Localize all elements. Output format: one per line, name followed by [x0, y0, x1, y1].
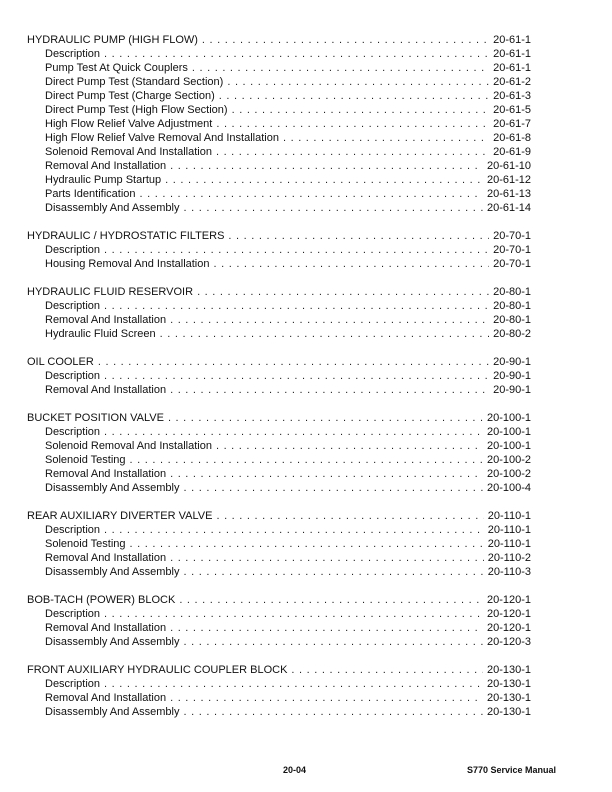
toc-entry-label: Direct Pump Test (Standard Section): [45, 76, 224, 88]
dot-leader: [219, 89, 489, 103]
toc-entry-page: 20-61-1: [493, 62, 531, 74]
dot-leader: [283, 131, 489, 145]
toc-entry-page: 20-61-8: [493, 132, 531, 144]
toc-section-heading[interactable]: [27, 509, 531, 523]
toc-subentry[interactable]: [27, 243, 531, 257]
toc-section-heading[interactable]: [27, 355, 531, 369]
toc-entry-label: Disassembly And Assembly: [45, 636, 180, 648]
toc-entry-label: Description: [45, 678, 101, 690]
toc-subentry[interactable]: [27, 565, 531, 579]
toc-entry-label: Solenoid Removal And Installation: [45, 440, 212, 452]
toc-entry-label: HYDRAULIC FLUID RESERVOIR: [27, 286, 194, 298]
toc-entry-label: Removal And Installation: [45, 314, 167, 326]
toc-entry-label: Removal And Installation: [45, 160, 167, 172]
toc-entry-page: 20-61-1: [493, 48, 531, 60]
toc-entry-page: 20-110-1: [487, 538, 531, 550]
toc-entry-label: Description: [45, 300, 101, 312]
toc-entry-label: OIL COOLER: [27, 356, 94, 368]
dot-leader: [192, 61, 489, 75]
toc-subentry[interactable]: [27, 159, 531, 173]
dot-leader: [170, 383, 489, 397]
table-of-contents: [27, 33, 531, 733]
toc-section-heading[interactable]: [27, 33, 531, 47]
dot-leader: [104, 47, 489, 61]
toc-entry-page: 20-120-1: [486, 594, 531, 606]
toc-subentry[interactable]: [27, 551, 531, 565]
dot-leader: [216, 439, 483, 453]
toc-entry-label: Description: [45, 48, 101, 60]
toc-entry-page: 20-120-3: [486, 636, 531, 648]
dot-leader: [140, 187, 483, 201]
toc-section: [27, 593, 531, 649]
toc-entry-page: 20-61-7: [493, 118, 531, 130]
toc-entry-page: 20-100-1: [486, 426, 531, 438]
toc-subentry[interactable]: [27, 131, 531, 145]
toc-entry-label: Removal And Installation: [45, 692, 167, 704]
toc-subentry[interactable]: [27, 145, 531, 159]
toc-entry-page: 20-130-1: [486, 678, 531, 690]
toc-subentry[interactable]: [27, 481, 531, 495]
toc-subentry[interactable]: [27, 425, 531, 439]
toc-subentry[interactable]: [27, 61, 531, 75]
dot-leader: [104, 523, 484, 537]
dot-leader: [197, 285, 489, 299]
dot-leader: [104, 425, 483, 439]
toc-subentry[interactable]: [27, 607, 531, 621]
toc-entry-page: 20-110-3: [487, 566, 531, 578]
toc-entry-page: 20-110-1: [487, 524, 531, 536]
dot-leader: [104, 299, 489, 313]
dot-leader: [213, 257, 489, 271]
toc-entry-label: Parts Identification: [45, 188, 136, 200]
toc-entry-label: Description: [45, 244, 101, 256]
toc-entry-page: 20-110-2: [487, 552, 531, 564]
toc-entry-label: Disassembly And Assembly: [45, 566, 180, 578]
toc-entry-label: Pump Test At Quick Couplers: [45, 62, 188, 74]
toc-entry-page: 20-80-1: [493, 300, 531, 312]
toc-entry-label: Solenoid Removal And Installation: [45, 146, 212, 158]
toc-entry-page: 20-120-1: [486, 622, 531, 634]
toc-entry-label: Description: [45, 426, 101, 438]
dot-leader: [170, 621, 483, 635]
toc-entry-label: BUCKET POSITION VALVE: [27, 412, 164, 424]
footer-page-number: 20-04: [283, 765, 307, 775]
toc-section-heading[interactable]: [27, 411, 531, 425]
toc-subentry[interactable]: [27, 677, 531, 691]
toc-subentry[interactable]: [27, 439, 531, 453]
toc-section-heading[interactable]: [27, 593, 531, 607]
toc-subentry[interactable]: [27, 453, 531, 467]
toc-entry-label: HYDRAULIC / HYDROSTATIC FILTERS: [27, 230, 225, 242]
toc-entry-label: REAR AUXILIARY DIVERTER VALVE: [27, 510, 213, 522]
toc-subentry[interactable]: [27, 369, 531, 383]
toc-entry-page: 20-80-1: [493, 314, 531, 326]
dot-leader: [216, 145, 489, 159]
toc-entry-label: Solenoid Testing: [45, 538, 126, 550]
toc-entry-page: 20-61-14: [486, 202, 531, 214]
toc-entry-label: Housing Removal And Installation: [45, 258, 210, 270]
toc-entry-page: 20-100-2: [486, 454, 531, 466]
toc-section: [27, 411, 531, 495]
toc-entry-label: Removal And Installation: [45, 468, 167, 480]
toc-entry-page: 20-100-1: [486, 440, 531, 452]
toc-entry-label: Direct Pump Test (High Flow Section): [45, 104, 228, 116]
dot-leader: [165, 173, 483, 187]
dot-leader: [184, 481, 483, 495]
dot-leader: [104, 677, 483, 691]
toc-entry-label: Hydraulic Fluid Screen: [45, 328, 156, 340]
toc-subentry[interactable]: [27, 383, 531, 397]
toc-section-heading[interactable]: [27, 285, 531, 299]
toc-entry-page: 20-90-1: [493, 370, 531, 382]
toc-subentry[interactable]: [27, 621, 531, 635]
toc-entry-page: 20-61-12: [486, 174, 531, 186]
toc-section-heading[interactable]: [27, 229, 531, 243]
toc-subentry[interactable]: [27, 635, 531, 649]
toc-entry-page: 20-61-5: [493, 104, 531, 116]
dot-leader: [216, 117, 489, 131]
toc-entry-page: 20-61-1: [493, 34, 531, 46]
toc-subentry[interactable]: [27, 201, 531, 215]
toc-subentry[interactable]: [27, 327, 531, 341]
toc-entry-page: 20-130-1: [486, 706, 531, 718]
toc-entry-page: 20-61-10: [486, 160, 531, 172]
footer-manual-title: S770 Service Manual: [467, 765, 557, 775]
toc-entry-page: 20-61-2: [493, 76, 531, 88]
toc-entry-page: 20-130-1: [486, 692, 531, 704]
toc-entry-label: Disassembly And Assembly: [45, 202, 180, 214]
dot-leader: [228, 229, 489, 243]
toc-subentry[interactable]: [27, 467, 531, 481]
dot-leader: [227, 75, 489, 89]
toc-entry-page: 20-80-2: [493, 328, 531, 340]
toc-section-heading[interactable]: [27, 663, 531, 677]
toc-entry-label: FRONT AUXILIARY HYDRAULIC COUPLER BLOCK: [27, 664, 288, 676]
dot-leader: [168, 411, 483, 425]
toc-entry-page: 20-100-1: [486, 412, 531, 424]
toc-entry-page: 20-80-1: [493, 286, 531, 298]
dot-leader: [216, 509, 483, 523]
toc-entry-page: 20-100-2: [486, 468, 531, 480]
toc-subentry[interactable]: [27, 117, 531, 131]
toc-entry-label: Direct Pump Test (Charge Section): [45, 90, 215, 102]
toc-entry-label: Removal And Installation: [45, 622, 167, 634]
toc-subentry[interactable]: [27, 187, 531, 201]
toc-entry-page: 20-61-13: [486, 188, 531, 200]
toc-entry-page: 20-70-1: [493, 258, 531, 270]
toc-subentry[interactable]: [27, 75, 531, 89]
toc-section: [27, 229, 531, 271]
toc-entry-page: 20-120-1: [486, 608, 531, 620]
dot-leader: [170, 691, 483, 705]
toc-subentry[interactable]: [27, 103, 531, 117]
toc-subentry[interactable]: [27, 257, 531, 271]
toc-section: [27, 509, 531, 579]
toc-subentry[interactable]: [27, 523, 531, 537]
toc-subentry[interactable]: [27, 299, 531, 313]
toc-entry-label: BOB-TACH (POWER) BLOCK: [27, 594, 176, 606]
dot-leader: [170, 467, 483, 481]
toc-entry-page: 20-110-1: [487, 510, 531, 522]
toc-entry-label: HYDRAULIC PUMP (HIGH FLOW): [27, 34, 198, 46]
dot-leader: [104, 369, 489, 383]
toc-entry-label: Disassembly And Assembly: [45, 706, 180, 718]
dot-leader: [232, 103, 489, 117]
toc-section: [27, 33, 531, 215]
toc-entry-page: 20-90-1: [493, 356, 531, 368]
toc-subentry[interactable]: [27, 313, 531, 327]
dot-leader: [98, 355, 489, 369]
toc-section: [27, 285, 531, 341]
dot-leader: [184, 705, 483, 719]
dot-leader: [130, 453, 483, 467]
toc-subentry[interactable]: [27, 47, 531, 61]
toc-entry-label: High Flow Relief Valve Adjustment: [45, 118, 213, 130]
dot-leader: [170, 313, 489, 327]
toc-entry-label: Description: [45, 370, 101, 382]
toc-entry-page: 20-70-1: [493, 244, 531, 256]
toc-entry-label: Hydraulic Pump Startup: [45, 174, 162, 186]
dot-leader: [291, 663, 483, 677]
dot-leader: [170, 159, 483, 173]
dot-leader: [160, 327, 489, 341]
toc-entry-page: 20-61-9: [493, 146, 531, 158]
toc-entry-label: High Flow Relief Valve Removal And Installation: [45, 132, 279, 144]
dot-leader: [202, 33, 489, 47]
dot-leader: [184, 635, 483, 649]
toc-entry-label: Solenoid Testing: [45, 454, 126, 466]
dot-leader: [184, 565, 484, 579]
toc-entry-label: Description: [45, 524, 101, 536]
toc-entry-page: 20-100-4: [486, 482, 531, 494]
toc-entry-page: 20-61-3: [493, 90, 531, 102]
dot-leader: [104, 607, 483, 621]
toc-entry-page: 20-90-1: [493, 384, 531, 396]
dot-leader: [130, 537, 484, 551]
toc-entry-label: Removal And Installation: [45, 552, 167, 564]
dot-leader: [179, 593, 483, 607]
toc-entry-page: 20-130-1: [486, 664, 531, 676]
dot-leader: [184, 201, 483, 215]
toc-entry-label: Description: [45, 608, 101, 620]
toc-subentry[interactable]: [27, 537, 531, 551]
toc-subentry[interactable]: [27, 173, 531, 187]
toc-subentry[interactable]: [27, 705, 531, 719]
toc-subentry[interactable]: [27, 89, 531, 103]
toc-entry-label: Removal And Installation: [45, 384, 167, 396]
dot-leader: [170, 551, 484, 565]
toc-section: [27, 663, 531, 719]
toc-entry-label: Disassembly And Assembly: [45, 482, 180, 494]
dot-leader: [104, 243, 489, 257]
toc-section: [27, 355, 531, 397]
toc-entry-page: 20-70-1: [493, 230, 531, 242]
toc-subentry[interactable]: [27, 691, 531, 705]
